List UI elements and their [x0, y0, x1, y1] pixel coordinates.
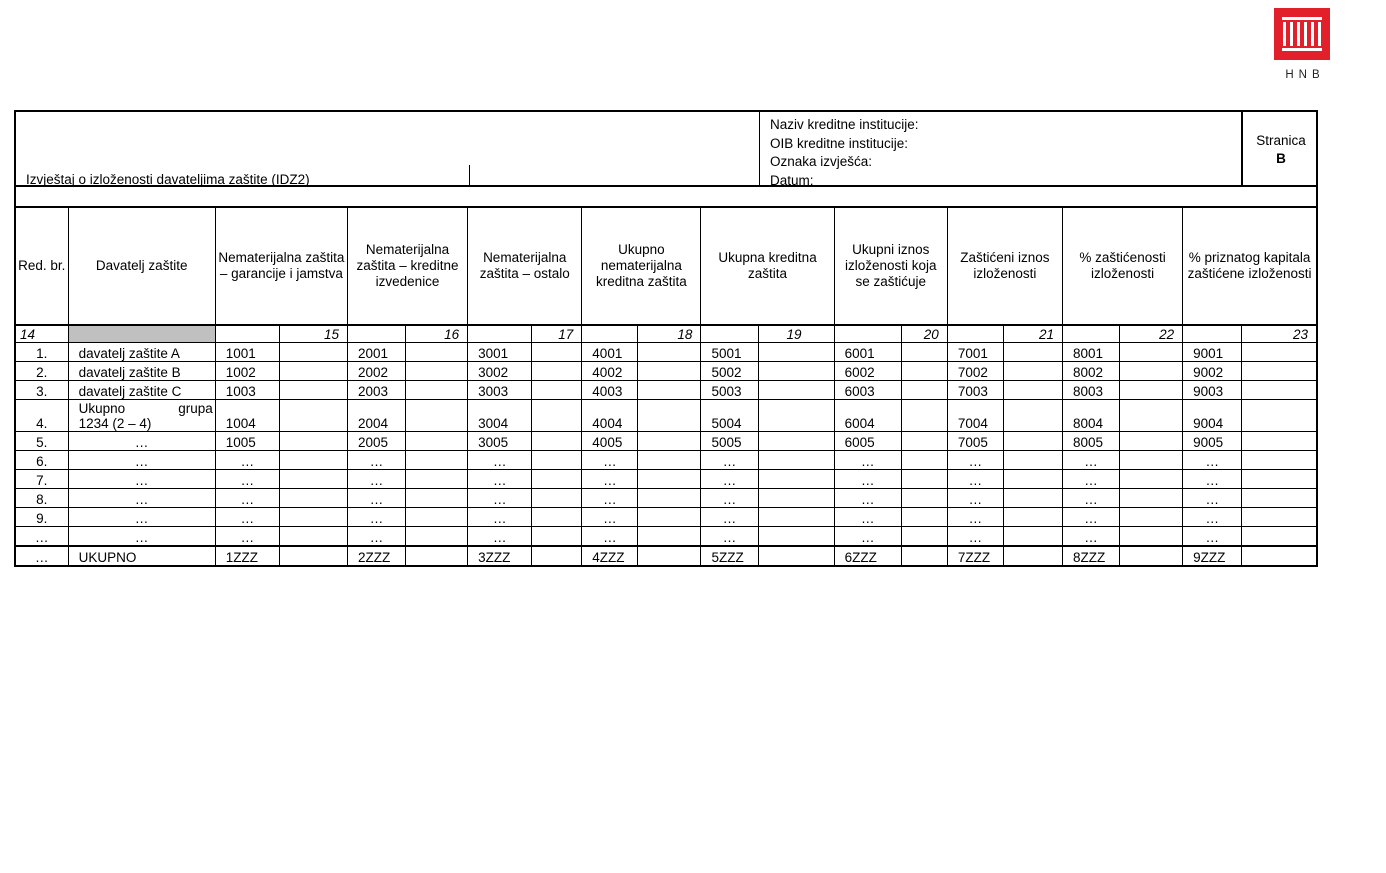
- value-cell[interactable]: [532, 527, 582, 547]
- cell-code: 7005: [947, 432, 1003, 451]
- cell-code: …: [701, 527, 758, 547]
- cell-code: 5005: [701, 432, 758, 451]
- row-number: 5.: [15, 432, 68, 451]
- cell-code: 5ZZZ: [701, 546, 758, 566]
- cell-code: …: [701, 451, 758, 470]
- value-cell[interactable]: [758, 489, 834, 508]
- value-cell[interactable]: [1120, 527, 1183, 547]
- col-other: Nematerijalna zaštita – ostalo: [468, 207, 582, 325]
- col-total-unfunded: Ukupno nematerijalna kreditna zaštita: [582, 207, 701, 325]
- value-cell[interactable]: [1242, 451, 1317, 470]
- col-exposure-amount: Ukupni iznos izloženosti koja se zaštićuje: [834, 207, 947, 325]
- cell-code: …: [834, 489, 901, 508]
- cell-code: 3003: [468, 381, 532, 400]
- value-cell[interactable]: [1003, 362, 1062, 381]
- cell-code: 8005: [1062, 432, 1119, 451]
- table-row: [15, 381, 1317, 400]
- cell-code: 6001: [834, 343, 901, 362]
- value-cell[interactable]: [279, 451, 347, 470]
- cell-code: …: [347, 489, 405, 508]
- value-cell[interactable]: [279, 527, 347, 547]
- cell-code: 9001: [1183, 343, 1242, 362]
- provider-name: davatelj zaštite B: [68, 362, 215, 381]
- value-cell[interactable]: [1242, 400, 1317, 432]
- cell-code: …: [701, 489, 758, 508]
- cell-code: …: [947, 527, 1003, 547]
- value-cell[interactable]: [406, 489, 468, 508]
- value-cell[interactable]: [406, 343, 468, 362]
- value-cell[interactable]: [406, 470, 468, 489]
- cell-code: …: [468, 508, 532, 527]
- value-cell[interactable]: [1003, 343, 1062, 362]
- value-cell[interactable]: [1003, 400, 1062, 432]
- cell-code: 6003: [834, 381, 901, 400]
- institution-info: [770, 116, 919, 190]
- value-cell[interactable]: [532, 508, 582, 527]
- cell-code: …: [1062, 527, 1119, 547]
- cell-code: 1001: [215, 343, 279, 362]
- value-cell[interactable]: [758, 432, 834, 451]
- table-body: [15, 343, 1317, 567]
- cell-code: …: [582, 489, 638, 508]
- value-cell[interactable]: [1003, 489, 1062, 508]
- provider-name: …: [68, 527, 215, 547]
- value-cell[interactable]: [406, 362, 468, 381]
- value-cell[interactable]: [1003, 451, 1062, 470]
- cell-code: 6ZZZ: [834, 546, 901, 566]
- value-cell[interactable]: [901, 362, 947, 381]
- cell-code: …: [947, 451, 1003, 470]
- value-cell[interactable]: [758, 508, 834, 527]
- cell-code: …: [1183, 489, 1242, 508]
- table-row: [15, 400, 1317, 432]
- provider-name: …: [68, 451, 215, 470]
- cell-code: 2003: [347, 381, 405, 400]
- cell-code: 3002: [468, 362, 532, 381]
- cell-code: …: [701, 470, 758, 489]
- row-number: 6.: [15, 451, 68, 470]
- cell-code: …: [215, 508, 279, 527]
- cell-code: 8004: [1062, 400, 1119, 432]
- value-cell[interactable]: [758, 400, 834, 432]
- cell-code: …: [582, 527, 638, 547]
- cell-code: 2001: [347, 343, 405, 362]
- cell-code: 3004: [468, 400, 532, 432]
- value-cell[interactable]: [638, 343, 701, 362]
- cell-code: 5001: [701, 343, 758, 362]
- cell-code: 8002: [1062, 362, 1119, 381]
- value-cell[interactable]: [758, 381, 834, 400]
- cell-code: 4005: [582, 432, 638, 451]
- value-cell[interactable]: [901, 546, 947, 566]
- value-cell[interactable]: [1120, 489, 1183, 508]
- cell-code: …: [582, 508, 638, 527]
- value-cell[interactable]: [638, 470, 701, 489]
- value-cell[interactable]: [1120, 432, 1183, 451]
- cell-code: 5004: [701, 400, 758, 432]
- value-cell[interactable]: [638, 527, 701, 547]
- value-cell[interactable]: [901, 489, 947, 508]
- value-cell[interactable]: [1003, 527, 1062, 547]
- value-cell[interactable]: [1120, 451, 1183, 470]
- value-cell[interactable]: [758, 546, 834, 566]
- col-protection-pct: % zaštićenosti izloženosti: [1062, 207, 1182, 325]
- value-cell[interactable]: [1120, 362, 1183, 381]
- cell-code: 8ZZZ: [1062, 546, 1119, 566]
- value-cell[interactable]: [1120, 343, 1183, 362]
- report-header: [14, 110, 1318, 187]
- provider-name: …: [68, 470, 215, 489]
- value-cell[interactable]: [638, 362, 701, 381]
- cell-code: 1002: [215, 362, 279, 381]
- row-number: 2.: [15, 362, 68, 381]
- value-cell[interactable]: [532, 362, 582, 381]
- date-label: Datum:: [770, 172, 814, 188]
- cell-code: 1005: [215, 432, 279, 451]
- report-title: Izvještaj o izloženosti davateljima zaštite (IDZ2): [26, 172, 310, 187]
- cell-code: …: [834, 451, 901, 470]
- table-row: [15, 343, 1317, 362]
- cell-code: …: [947, 489, 1003, 508]
- row-number: 1.: [15, 343, 68, 362]
- cell-code: 9005: [1183, 432, 1242, 451]
- provider-name: Ukupno grupa 1234 (2 – 4): [68, 400, 215, 432]
- cell-code: 1004: [215, 400, 279, 432]
- cell-code: 9003: [1183, 381, 1242, 400]
- table-row: [15, 489, 1317, 508]
- cell-code: 3005: [468, 432, 532, 451]
- value-cell[interactable]: [901, 508, 947, 527]
- cell-code: 4003: [582, 381, 638, 400]
- report-code-label: Oznaka izvješća:: [770, 154, 873, 169]
- col-guarantees: Nematerijalna zaštita – garancije i jamstva: [215, 207, 347, 325]
- cell-code: …: [1062, 508, 1119, 527]
- col-credit-derivatives: Nematerijalna zaštita – kreditne izvedenice: [347, 207, 467, 325]
- page-value: B: [1276, 151, 1286, 166]
- value-cell[interactable]: [758, 451, 834, 470]
- value-cell[interactable]: [901, 381, 947, 400]
- table-row: [15, 432, 1317, 451]
- cell-code: …: [1183, 451, 1242, 470]
- cell-code: 7003: [947, 381, 1003, 400]
- value-cell[interactable]: [1003, 508, 1062, 527]
- row-number: …: [15, 546, 68, 566]
- table-row: [15, 451, 1317, 470]
- value-cell[interactable]: [758, 362, 834, 381]
- value-cell[interactable]: [279, 381, 347, 400]
- value-cell[interactable]: [758, 470, 834, 489]
- cell-code: …: [947, 470, 1003, 489]
- value-cell[interactable]: [1242, 432, 1317, 451]
- cell-code: 7004: [947, 400, 1003, 432]
- institution-name-label: Naziv kreditne institucije:: [770, 117, 919, 132]
- value-cell[interactable]: [638, 546, 701, 566]
- col-total-protection: Ukupna kreditna zaštita: [701, 207, 834, 325]
- cell-code: …: [215, 470, 279, 489]
- column-numbers: 14 15 16 17 18 19 20 21 22 23: [15, 325, 1317, 343]
- col-provider: Davatelj zaštite: [68, 207, 215, 325]
- value-cell[interactable]: [532, 400, 582, 432]
- value-cell[interactable]: [1003, 432, 1062, 451]
- value-cell[interactable]: [901, 527, 947, 547]
- col-protected-amount: Zaštićeni iznos izloženosti: [947, 207, 1062, 325]
- value-cell[interactable]: [1242, 508, 1317, 527]
- value-cell[interactable]: [279, 400, 347, 432]
- value-cell[interactable]: [279, 362, 347, 381]
- value-cell[interactable]: [1242, 527, 1317, 547]
- table-row: [15, 508, 1317, 527]
- value-cell[interactable]: [406, 508, 468, 527]
- col-rb: Red. br.: [15, 207, 68, 325]
- cell-code: …: [215, 489, 279, 508]
- value-cell[interactable]: [1242, 343, 1317, 362]
- value-cell[interactable]: [1242, 362, 1317, 381]
- value-cell[interactable]: [1003, 546, 1062, 566]
- value-cell[interactable]: [638, 451, 701, 470]
- provider-name: davatelj zaštite C: [68, 381, 215, 400]
- cell-code: …: [1183, 527, 1242, 547]
- cell-code: 2005: [347, 432, 405, 451]
- cell-code: …: [468, 527, 532, 547]
- cell-code: …: [1062, 489, 1119, 508]
- value-cell[interactable]: [406, 400, 468, 432]
- cell-code: …: [347, 527, 405, 547]
- value-cell[interactable]: [532, 489, 582, 508]
- cell-code: 1003: [215, 381, 279, 400]
- row-number: 3.: [15, 381, 68, 400]
- cell-code: 8003: [1062, 381, 1119, 400]
- value-cell[interactable]: [406, 381, 468, 400]
- value-cell[interactable]: [406, 546, 468, 566]
- cell-code: 3ZZZ: [468, 546, 532, 566]
- cell-code: …: [468, 451, 532, 470]
- value-cell[interactable]: [1003, 381, 1062, 400]
- total-row: [15, 546, 1317, 566]
- cell-code: …: [582, 451, 638, 470]
- value-cell[interactable]: [1120, 381, 1183, 400]
- hnb-logo-icon: [1274, 8, 1330, 60]
- value-cell[interactable]: [638, 400, 701, 432]
- value-cell[interactable]: [532, 470, 582, 489]
- cell-code: …: [1062, 451, 1119, 470]
- hnb-logo: [1274, 8, 1330, 81]
- cell-code: …: [1183, 508, 1242, 527]
- cell-code: …: [1183, 470, 1242, 489]
- value-cell[interactable]: [279, 343, 347, 362]
- value-cell[interactable]: [901, 343, 947, 362]
- value-cell[interactable]: [758, 343, 834, 362]
- value-cell[interactable]: [532, 546, 582, 566]
- cell-code: 2002: [347, 362, 405, 381]
- cell-code: 4ZZZ: [582, 546, 638, 566]
- value-cell[interactable]: [1120, 546, 1183, 566]
- cell-code: 4002: [582, 362, 638, 381]
- value-cell[interactable]: [1120, 470, 1183, 489]
- value-cell[interactable]: [1120, 400, 1183, 432]
- cell-code: 7001: [947, 343, 1003, 362]
- cell-code: …: [1062, 470, 1119, 489]
- cell-code: 3001: [468, 343, 532, 362]
- cell-code: …: [834, 508, 901, 527]
- page-indicator: [1244, 132, 1318, 168]
- row-number: 4.: [15, 400, 68, 432]
- col-capital-pct: % priznatog kapitala zaštićene izloženosti: [1183, 207, 1317, 325]
- value-cell[interactable]: [1242, 470, 1317, 489]
- cell-code: 6005: [834, 432, 901, 451]
- provider-name: …: [68, 489, 215, 508]
- provider-name: davatelj zaštite A: [68, 343, 215, 362]
- value-cell[interactable]: [901, 432, 947, 451]
- cell-code: 8001: [1062, 343, 1119, 362]
- cell-code: 7ZZZ: [947, 546, 1003, 566]
- value-cell[interactable]: [638, 489, 701, 508]
- value-cell[interactable]: [406, 451, 468, 470]
- value-cell[interactable]: [532, 343, 582, 362]
- cell-code: …: [347, 508, 405, 527]
- cell-code: 5003: [701, 381, 758, 400]
- cell-code: 1ZZZ: [215, 546, 279, 566]
- value-cell[interactable]: [638, 381, 701, 400]
- value-cell[interactable]: [1242, 381, 1317, 400]
- cell-code: …: [468, 489, 532, 508]
- value-cell[interactable]: [279, 546, 347, 566]
- value-cell[interactable]: [279, 489, 347, 508]
- cell-code: 4001: [582, 343, 638, 362]
- value-cell[interactable]: [638, 508, 701, 527]
- value-cell[interactable]: [279, 470, 347, 489]
- provider-name: …: [68, 432, 215, 451]
- value-cell[interactable]: [532, 432, 582, 451]
- value-cell[interactable]: [1003, 470, 1062, 489]
- row-number: 8.: [15, 489, 68, 508]
- cell-code: 7002: [947, 362, 1003, 381]
- cell-code: …: [347, 470, 405, 489]
- value-cell[interactable]: [1120, 508, 1183, 527]
- value-cell[interactable]: [1242, 489, 1317, 508]
- cell-code: …: [468, 470, 532, 489]
- table-row: [15, 527, 1317, 547]
- row-number: 7.: [15, 470, 68, 489]
- value-cell[interactable]: [1242, 546, 1317, 566]
- cell-code: 5002: [701, 362, 758, 381]
- column-headers: [15, 207, 1317, 325]
- value-cell[interactable]: [901, 400, 947, 432]
- institution-oib-label: OIB kreditne institucije:: [770, 135, 909, 151]
- cell-code: …: [701, 508, 758, 527]
- cell-code: 2004: [347, 400, 405, 432]
- cell-code: 9ZZZ: [1183, 546, 1242, 566]
- value-cell[interactable]: [638, 432, 701, 451]
- page-label: Stranica: [1256, 133, 1306, 148]
- value-cell[interactable]: [406, 527, 468, 547]
- value-cell[interactable]: [532, 451, 582, 470]
- logo-text: HNB: [1285, 69, 1325, 81]
- cell-code: …: [947, 508, 1003, 527]
- value-cell[interactable]: [758, 527, 834, 547]
- value-cell[interactable]: [279, 432, 347, 451]
- table-row: [15, 362, 1317, 381]
- value-cell[interactable]: [406, 432, 468, 451]
- value-cell[interactable]: [901, 470, 947, 489]
- cell-code: …: [834, 470, 901, 489]
- cell-code: 6002: [834, 362, 901, 381]
- cell-code: …: [347, 451, 405, 470]
- table-row: [15, 470, 1317, 489]
- row-number: 9.: [15, 508, 68, 527]
- cell-code: …: [215, 451, 279, 470]
- value-cell[interactable]: [532, 381, 582, 400]
- value-cell[interactable]: [279, 508, 347, 527]
- cell-code: …: [215, 527, 279, 547]
- cell-code: 9002: [1183, 362, 1242, 381]
- total-label: UKUPNO: [68, 546, 215, 566]
- exposure-table: [14, 206, 1318, 567]
- cell-code: …: [834, 527, 901, 547]
- cell-code: 9004: [1183, 400, 1242, 432]
- value-cell[interactable]: [901, 451, 947, 470]
- row-number: …: [15, 527, 68, 547]
- cell-code: 2ZZZ: [347, 546, 405, 566]
- provider-name: …: [68, 508, 215, 527]
- cell-code: …: [582, 470, 638, 489]
- cell-code: 6004: [834, 400, 901, 432]
- cell-code: 4004: [582, 400, 638, 432]
